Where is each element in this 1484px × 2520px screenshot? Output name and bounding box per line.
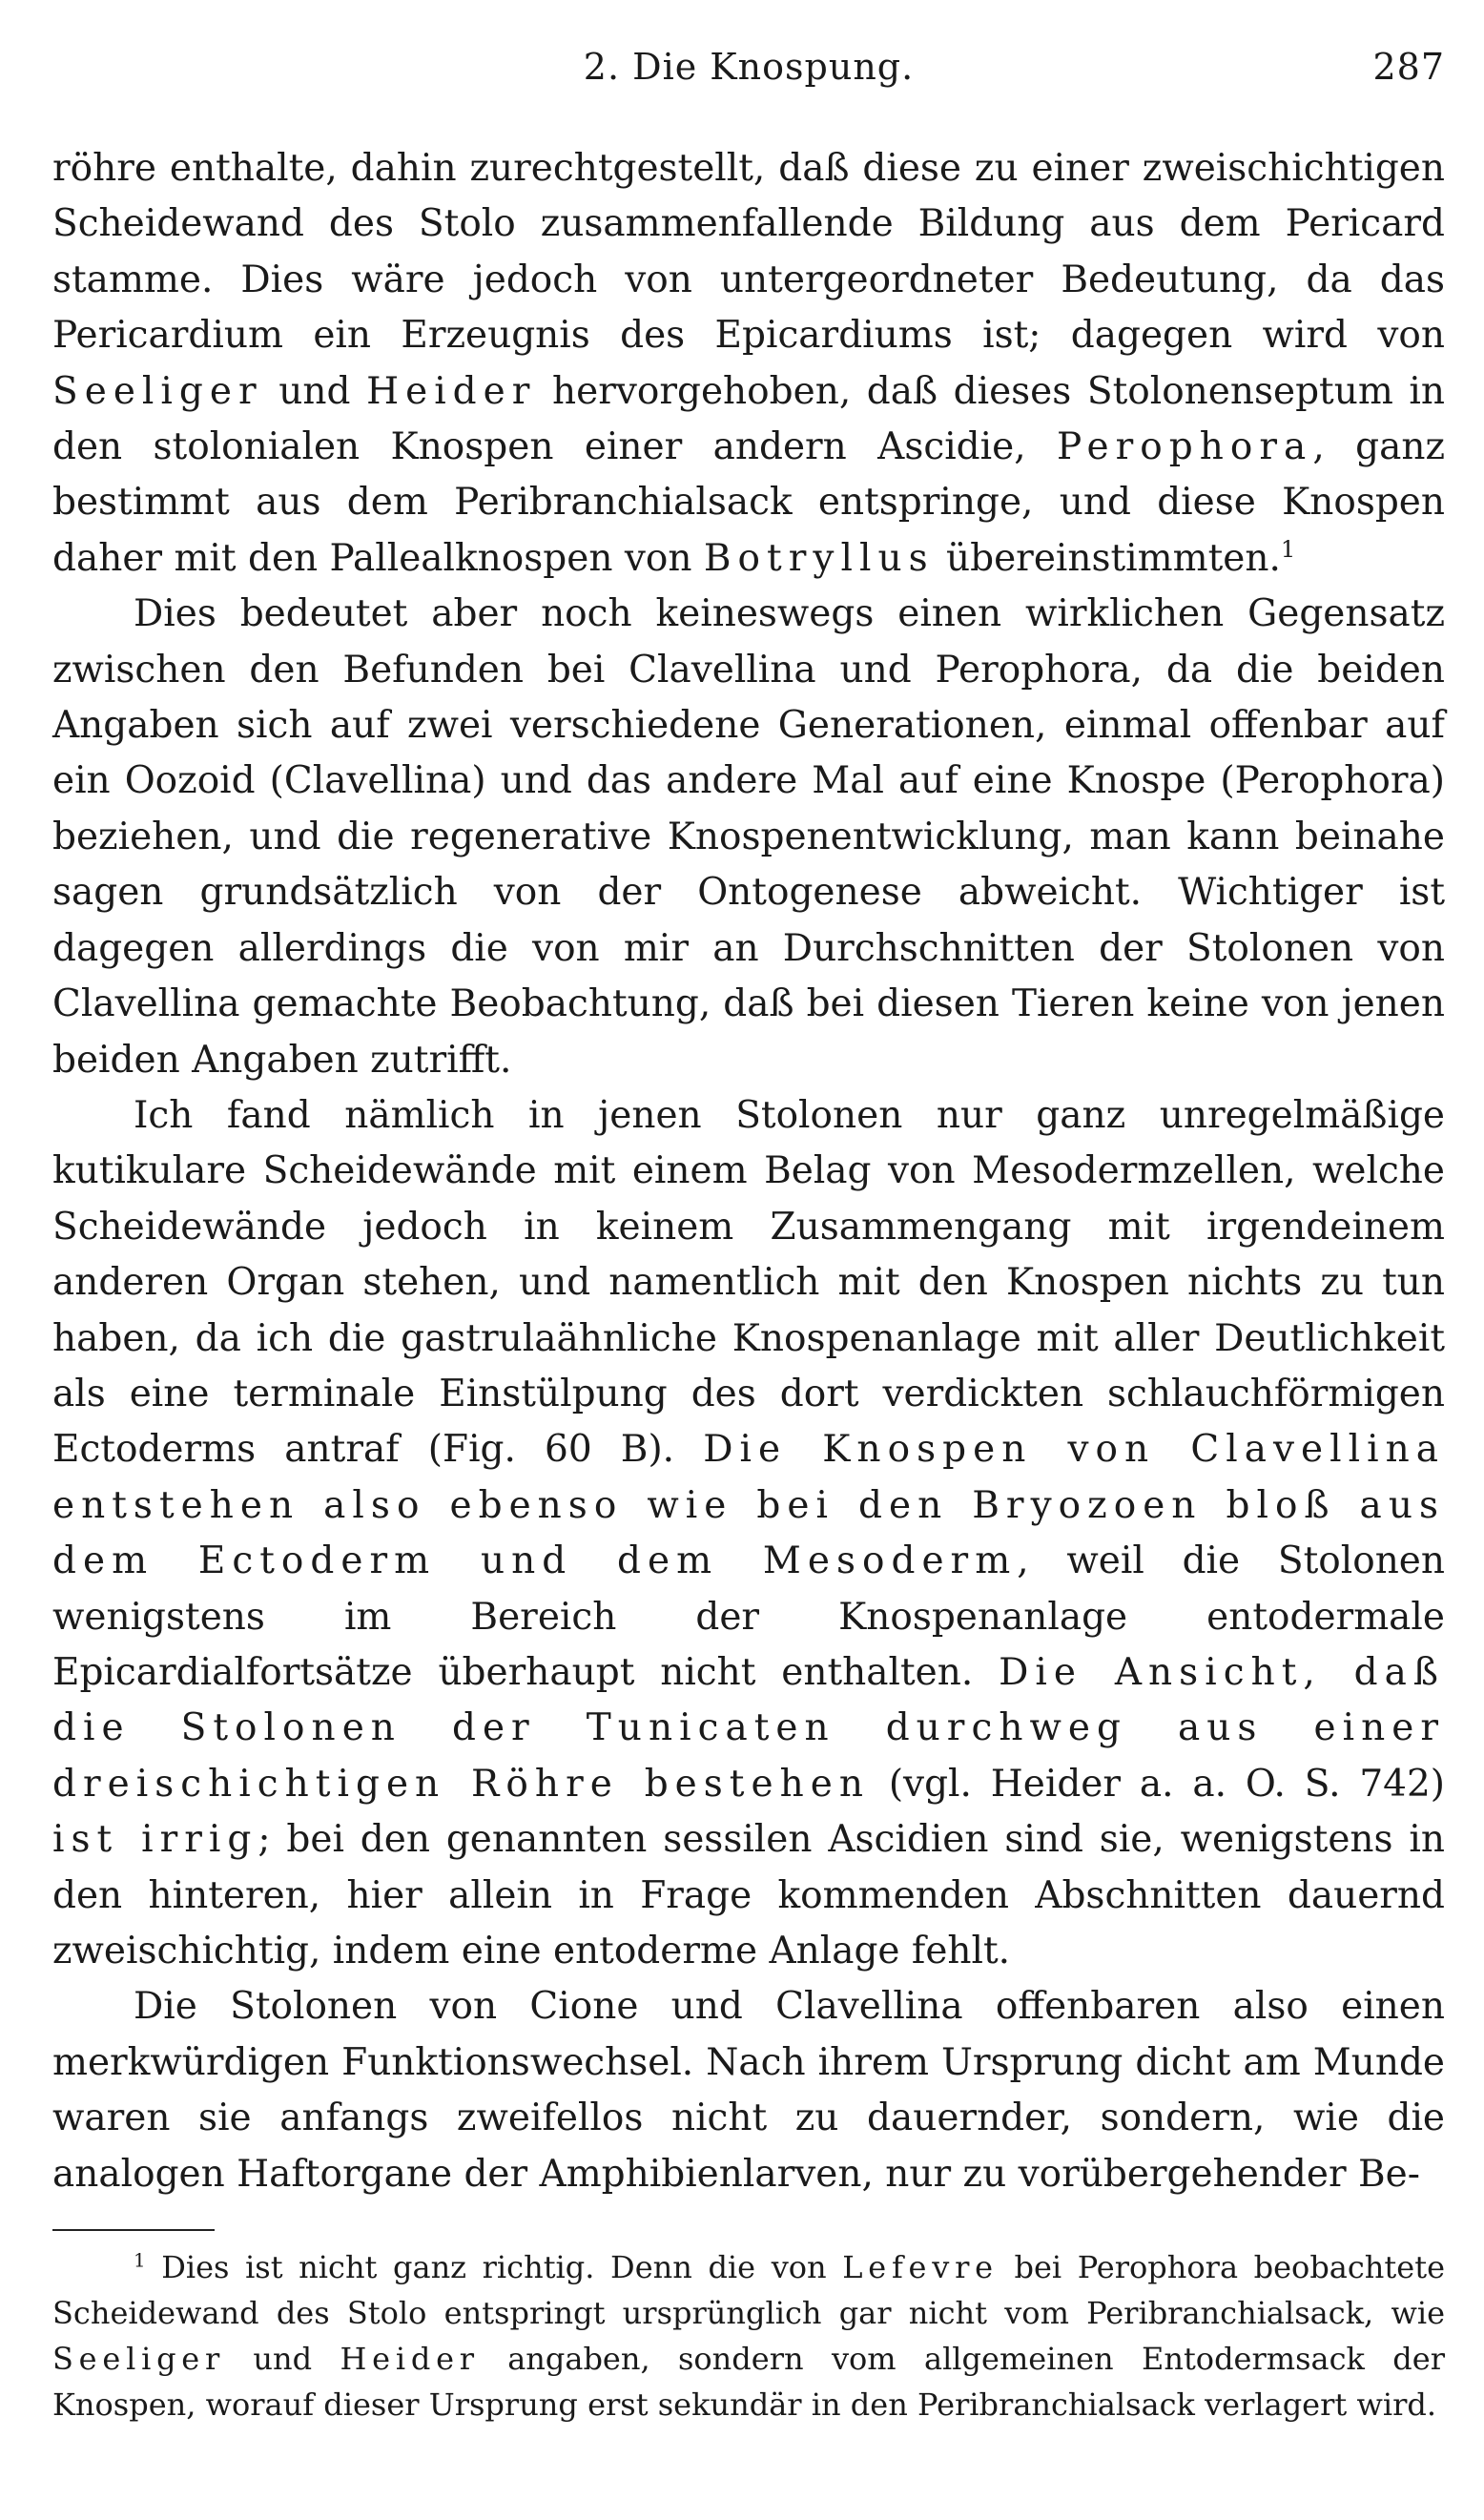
text-run: angaben, sondern vom allgemeinen Entodermsack der Knospen, worauf dieser Ursprung erst sekundär in den Peribranchialsack verlagert wird. [52,2341,1446,2424]
main-text [52,141,1445,2202]
emphasized-text: Heider [366,369,537,413]
text-run: , ganz bestimmt aus dem Peribranchialsack entspringe, und diese Knospen daher mit den Pallealknospen von [52,425,1445,580]
text-run: Die Stolonen von Cione und Clavellina offenbaren also einen merkwürdigen Funktionswechsel. Nach ihrem Ursprung dicht am Munde waren sie anfangs zweifellos nicht zu dauernder, sondern, wie die analogen Haftorgane der Amphibienlarven, nur zu vorübergehender Be- [52,1985,1445,2196]
emphasized-text: Seeliger [52,2341,226,2378]
footnote [52,2244,1445,2427]
emphasized-text: Seeliger [52,369,263,413]
paragraph [52,1088,1445,1980]
paragraph [52,141,1445,587]
footnote-marker: 1 [1280,535,1296,563]
text-run: (vgl. Heider a. a. O. S. 742) [869,1762,1445,1806]
text-run: ; bei den genannten sessilen Ascidien sind sie, wenigstens in den hinteren, hier allein in Frage kommenden Abschnitten dauernd zweischichtig, indem eine entoderme Anlage fehlt. [52,1818,1445,1973]
page-number: 287 [1372,46,1445,88]
text-run: hervorgehoben, daß dieses Stolonenseptum in den stolonialen Knospen einer andern Ascidie, [52,369,1446,469]
book-page [52,38,1445,2489]
footnote-marker: 1 [134,2249,146,2272]
text-run: übereinstimmten. [934,536,1281,580]
emphasized-text: Botryllus [703,536,935,580]
text-run: und [225,2341,340,2378]
emphasized-text: Die Knospen von Clavellina entstehen also ebenso wie bei den Bryozoen bloß aus dem Ectoderm und dem Mesoderm [52,1428,1446,1583]
footnote-rule [52,2229,215,2231]
paragraph [52,587,1445,1088]
emphasized-text: Heider [340,2341,480,2378]
text-run: bei Perophora beobachtete Scheidewand des Stolo entspringt ursprünglich gar nicht vom Peribranchialsack, wie [52,2249,1446,2332]
text-run: Dies ist nicht ganz richtig. Denn die von [145,2249,843,2286]
emphasized-text: ist irrig [52,1818,258,1862]
text-run: , weil die Stolonen wenigstens im Bereich der Knospenanlage entodermale Epicardialfortsätze überhaupt nicht enthalten. [52,1539,1446,1694]
emphasized-text: Lefevre [842,2249,999,2286]
running-header [52,38,1445,95]
text-run: röhre enthalte, dahin zurechtgestellt, daß diese zu einer zweischichtigen Scheidewand des Stolo zusammenfallende Bildung aus dem Pericard stamme. Dies wäre jedoch von untergeordneter Bedeutung, da das Pericardium ein Erzeugnis des Epicardiums ist; dagegen wird von [52,147,1445,358]
emphasized-text: Perophora [1056,425,1313,469]
emphasized-text: Die Ansicht, daß die Stolonen der Tunicaten durchweg aus einer dreischichtigen Röhre bestehen [52,1650,1445,1806]
text-run: Ich fand nämlich in jenen Stolonen nur ganz unregelmäßige kutikulare Scheidewände mit einem Belag von Mesodermzellen, welche Scheidewände jedoch in keinem Zusammengang mit irgendeinem anderen Organ stehen, und namentlich mit den Knospen nichts zu tun haben, da ich die gastrulaähnliche Knospenanlage mit aller Deutlichkeit als eine terminale Einstülpung des dort verdickten schlauchförmigen Ectoderms antraf (Fig. 60 B). [52,1093,1445,1472]
text-run: Dies bedeutet aber noch keineswegs einen wirklichen Gegensatz zwischen den Befunden bei Clavellina und Perophora, da die beiden Angaben sich auf zwei verschiedene Generationen, einmal offenbar auf ein Oozoid (Clavellina) und das andere Mal auf eine Knospe (Perophora) beziehen, und die regenerative Knospenentwicklung, man kann beinahe sagen grundsätzlich von der Ontogenese abweicht. Wichtiger ist dagegen allerdings die von mir an Durchschnitten der Stolonen von Clavellina gemachte Beobachtung, daß bei diesen Tieren keine von jenen beiden Angaben zutrifft. [52,592,1445,1082]
chapter-title: 2. Die Knospung. [583,46,915,88]
paragraph [52,1979,1445,2202]
text-run: und [262,369,367,413]
